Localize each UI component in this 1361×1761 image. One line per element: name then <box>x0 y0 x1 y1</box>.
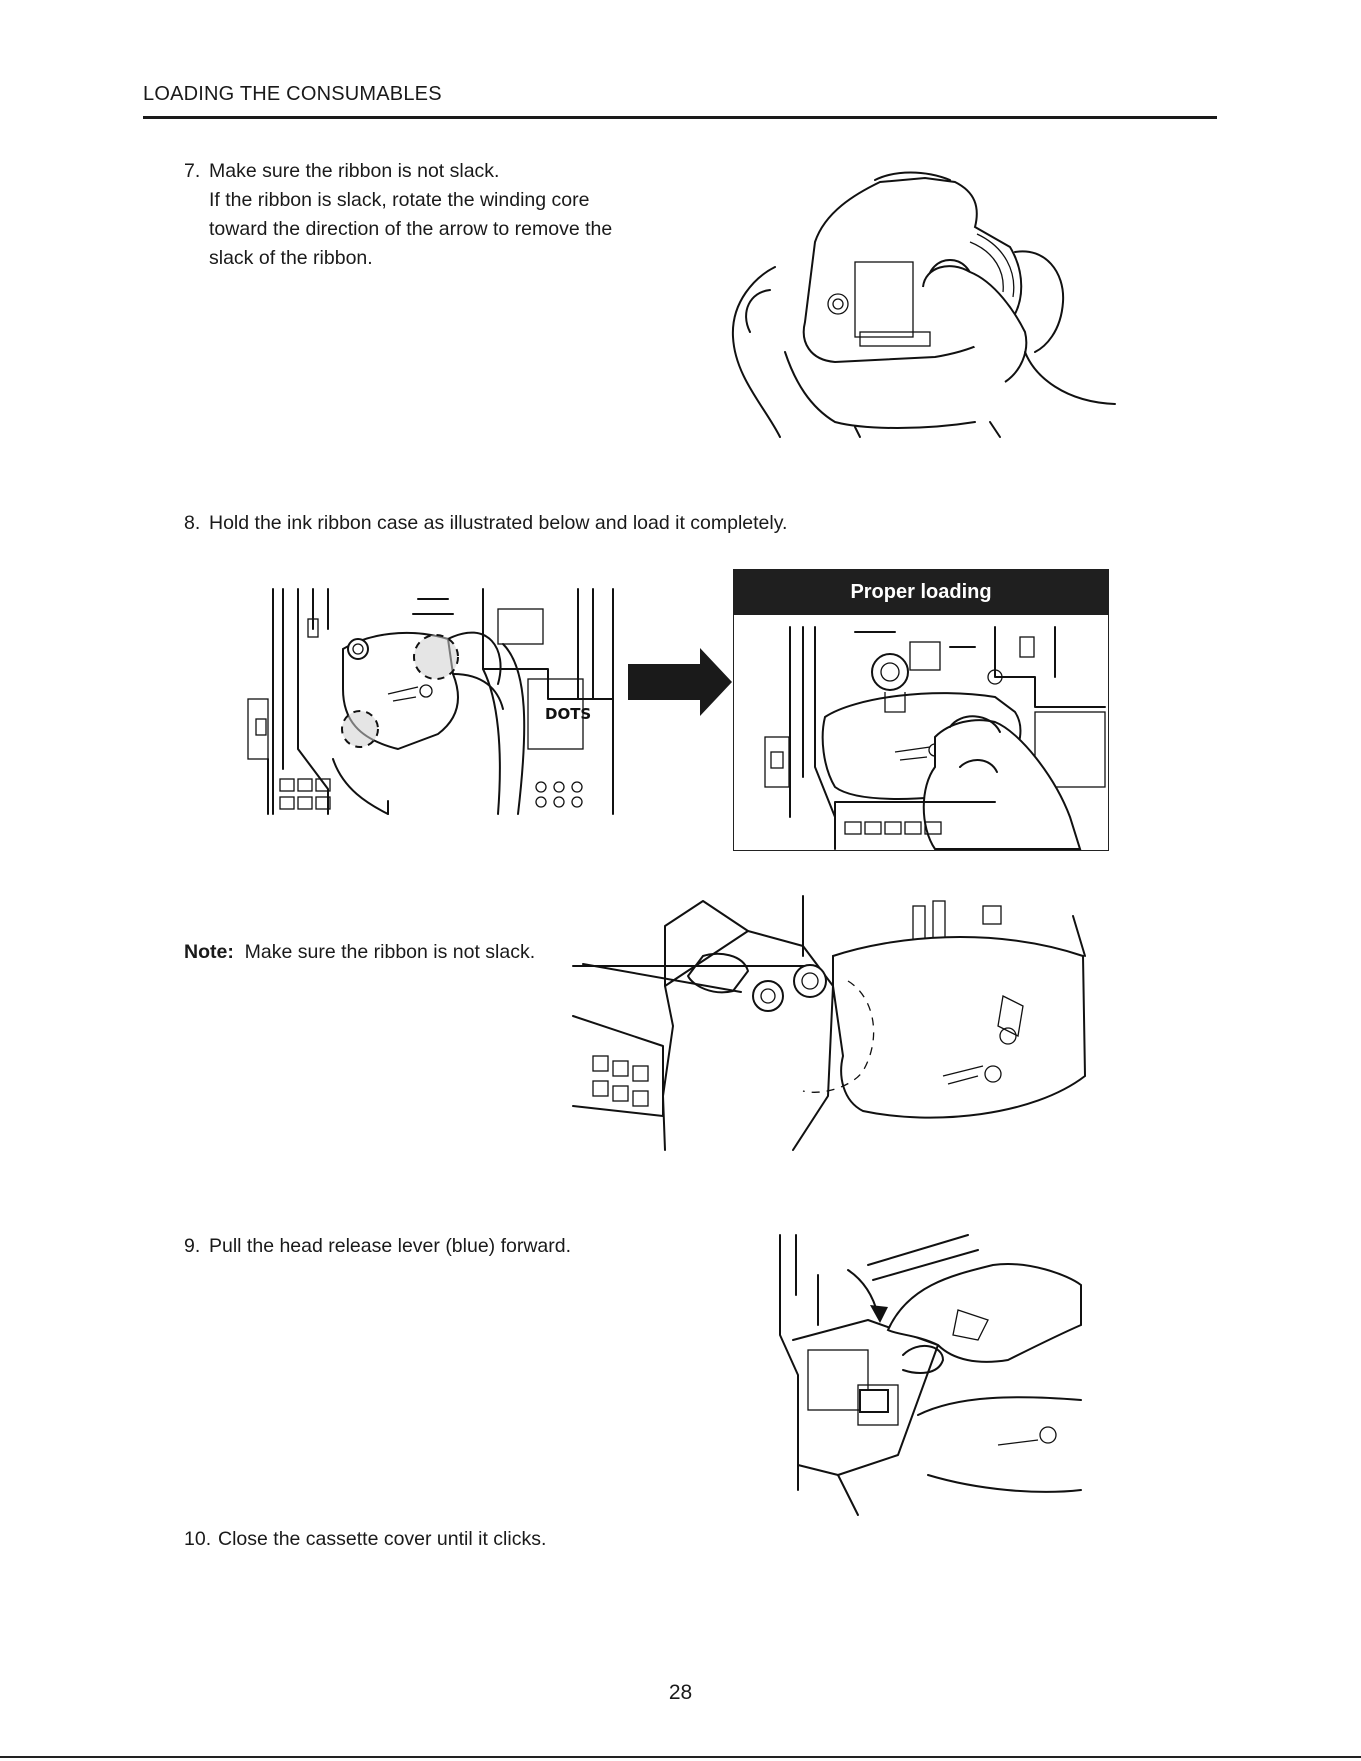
step-8-text <box>184 509 787 538</box>
ribbon-path-closeup-illustration <box>573 896 1088 1150</box>
proper-loading-label: Proper loading <box>733 569 1109 615</box>
note-text <box>184 938 535 967</box>
step-10-text <box>184 1525 546 1554</box>
step-7-line-2: If the ribbon is slack, rotate the winding core <box>209 189 590 211</box>
step-9-text <box>184 1232 571 1261</box>
ribbon-cassette-illustration <box>725 172 1120 437</box>
step-7-line-4: slack of the ribbon. <box>209 247 373 269</box>
head-release-lever-illustration <box>778 1235 1083 1515</box>
note-callout-line <box>583 962 743 1002</box>
right-arrow-icon <box>628 648 733 716</box>
step-10-number: 10. <box>184 1528 212 1550</box>
header-divider <box>143 116 1217 119</box>
page-number: 28 <box>668 1681 693 1704</box>
step-9-number: 9. <box>184 1235 201 1257</box>
page-header-title: LOADING THE CONSUMABLES <box>143 83 442 105</box>
step-8-body: Hold the ink ribbon case as illustrated below and load it completely. <box>209 512 788 534</box>
step-10-body: Close the cassette cover until it clicks. <box>218 1528 547 1550</box>
bottom-divider <box>0 1756 1361 1758</box>
step-7-line-1: Make sure the ribbon is not slack. <box>209 160 500 182</box>
step-7-text <box>184 157 612 273</box>
step-8-number: 8. <box>184 512 201 534</box>
dots-key-label: DOTS <box>545 705 592 723</box>
note-body: Make sure the ribbon is not slack. <box>244 941 536 963</box>
proper-loading-illustration <box>735 617 1107 849</box>
step-7-number: 7. <box>184 160 201 182</box>
step-7-line-3: toward the direction of the arrow to remove the <box>209 218 613 240</box>
loading-ribbon-illustration <box>248 589 628 814</box>
step-9-body: Pull the head release lever (blue) forward. <box>209 1235 572 1257</box>
note-label: Note: <box>184 941 234 963</box>
